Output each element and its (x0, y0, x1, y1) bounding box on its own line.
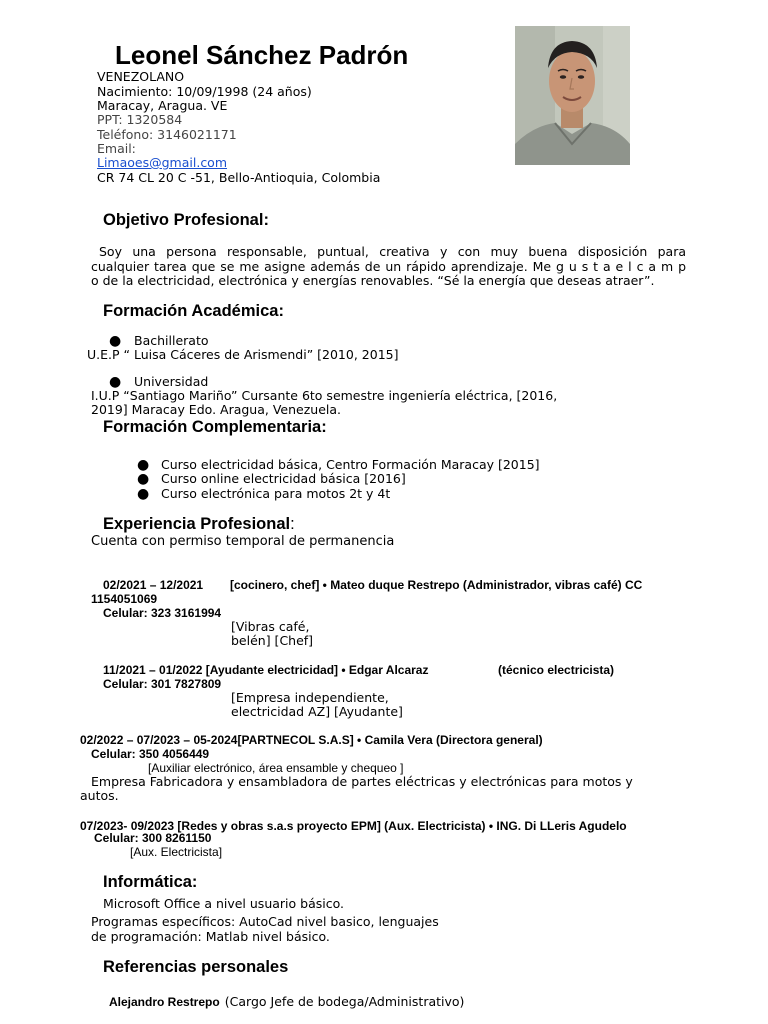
bullet-icon: ● (109, 374, 122, 390)
section-title-objetivo: Objetivo Profesional: (103, 211, 269, 229)
section-title-informatica: Informática: (103, 873, 198, 891)
section-title-complementaria: Formación Complementaria: (103, 418, 327, 436)
ppt-number: PPT: 1320584 (97, 112, 183, 127)
job4-title: 07/2023- 09/2023 [Redes y obras s.a.s proyecto EPM] (Aux. Electricista) • ING. Di LLeris Agudelo (80, 819, 627, 833)
informatica-line-1: Microsoft Office a nivel usuario básico. (103, 896, 344, 911)
email-label: Email: (97, 141, 136, 156)
formacion-universidad-line-2: 2019] Maracay Edo. Aragua, Venezuela. (91, 402, 341, 417)
candidate-name: Leonel Sánchez Padrón (115, 40, 409, 70)
job3-detail: [Auxiliar electrónico, área ensamble y chequeo ] (148, 761, 404, 775)
bullet-icon: ● (137, 471, 150, 487)
birth-date: Nacimiento: 10/09/1998 (24 años) (97, 84, 312, 99)
curso-item: Curso online electricidad básica [2016] (161, 471, 406, 486)
phone-number: Teléfono: 3146021171 (97, 127, 237, 142)
section-title-referencias: Referencias personales (103, 958, 289, 976)
formacion-bachillerato-label: Bachillerato (134, 333, 209, 348)
job2-title: 11/2021 – 01/2022 [Ayudante electricidad] • Edgar Alcaraz (103, 663, 429, 677)
bullet-icon: ● (137, 457, 150, 473)
curso-item: Curso electricidad básica, Centro Formación Maracay [2015] (161, 457, 540, 472)
job1-celular: Celular: 323 3161994 (103, 606, 222, 620)
objetivo-line-1: Soy una persona responsable, puntual, creativa y con muy buena disposición para (99, 244, 686, 259)
address: CR 74 CL 20 C -51, Bello-Antioquia, Colombia (97, 170, 381, 185)
section-title-formacion: Formación Académica: (103, 302, 284, 320)
formacion-bachillerato-detail: U.E.P “ Luisa Cáceres de Arismendi” [2010, 2015] (87, 347, 399, 362)
informatica-line-3: de programación: Matlab nivel básico. (91, 929, 330, 944)
job1-cc: 1154051069 (91, 592, 158, 606)
job1-detail-1: [Vibras café, (231, 619, 310, 634)
objetivo-line-3: o de la electricidad, electrónica y energías renovables. “Sé la energía que deseas atraer”. (91, 273, 655, 288)
job3-title: 02/2022 – 07/2023 – 05-2024[PARTNECOL S.A.S] • Camila Vera (Directora general) (80, 733, 543, 747)
email-link[interactable]: Limaoes@gmail.com (97, 155, 228, 170)
objetivo-line-2: cualquier tarea que se me asigne además de un rápido aprendizaje. Me g u s t a e l c a m p (91, 259, 686, 274)
job1-title: [cocinero, chef] • Mateo duque Restrepo (Administrador, vibras café) CC (230, 578, 643, 592)
bullet-icon: ● (109, 333, 122, 349)
job2-detail-1: [Empresa independiente, (231, 690, 389, 705)
job3-description-2: autos. (80, 788, 119, 803)
section-title-experiencia: Experiencia Profesional: (103, 515, 295, 533)
curso-item: Curso electrónica para motos 2t y 4t (161, 486, 391, 501)
job4-detail: [Aux. Electricista] (130, 845, 223, 859)
job3-celular: Celular: 350 4056449 (91, 747, 210, 761)
profile-photo (515, 26, 630, 165)
job4-celular: Celular: 300 8261150 (94, 831, 212, 845)
referencia-item: Alejandro Restrepo (Cargo Jefe de bodega/Administrativo) (109, 994, 465, 1009)
bullet-icon: ● (137, 486, 150, 502)
city: Maracay, Aragua. VE (97, 98, 228, 113)
formacion-universidad-label: Universidad (134, 374, 209, 389)
job2-detail-2: electricidad AZ] [Ayudante] (231, 704, 403, 719)
job2-celular: Celular: 301 7827809 (103, 677, 222, 691)
job3-description-1: Empresa Fabricadora y ensambladora de partes eléctricas y electrónicas para motos y (91, 774, 633, 789)
experiencia-intro: Cuenta con permiso temporal de permanencia (91, 534, 395, 549)
informatica-line-2: Programas específicos: AutoCad nivel basico, lenguajes (91, 914, 439, 929)
job1-detail-2: belén] [Chef] (231, 633, 314, 648)
job1-dates: 02/2021 – 12/2021 (103, 578, 204, 592)
formacion-universidad-line-1: I.U.P “Santiago Mariño” Cursante 6to semestre ingeniería eléctrica, [2016, (91, 388, 558, 403)
job2-role: (técnico electricista) (498, 663, 615, 677)
nationality: VENEZOLANO (97, 69, 185, 84)
